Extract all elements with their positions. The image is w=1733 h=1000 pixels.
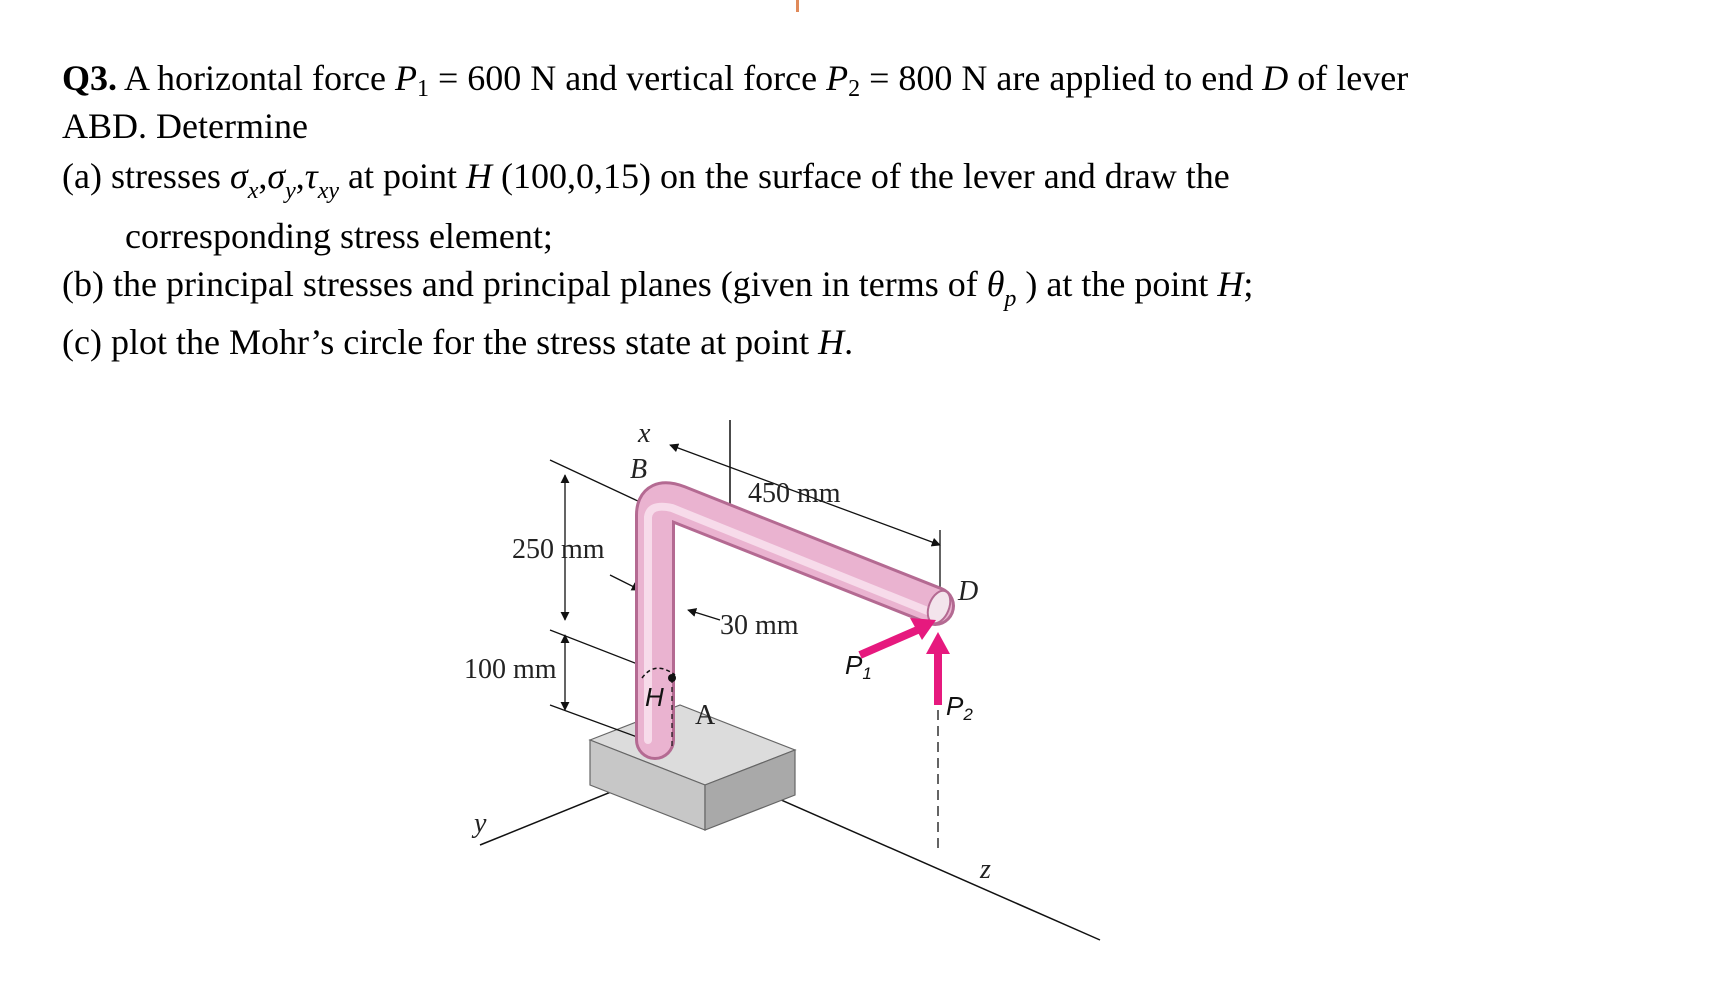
subscript: y <box>285 178 296 204</box>
text-segment: = 800 N are applied to end <box>860 58 1263 98</box>
question-line-1 <box>62 60 1408 101</box>
label-x: x <box>638 418 651 449</box>
text-segment: = 600 N and vertical force <box>428 58 827 98</box>
part-c <box>62 324 853 360</box>
text-segment: , <box>258 156 268 196</box>
lever-ABD <box>648 501 955 740</box>
label-P1: P1 <box>845 650 872 683</box>
part-a-continued: corresponding stress element; <box>125 216 553 256</box>
part-a <box>62 158 1230 203</box>
subscript: p <box>1004 286 1017 312</box>
subscript: x <box>247 178 259 204</box>
symbol-H: H <box>818 322 845 362</box>
sigma-y-symbol: σ <box>267 156 286 196</box>
text-segment: (100,0,15) on the surface of the lever and draw the <box>491 156 1230 196</box>
symbol-D: D <box>1262 58 1289 98</box>
question-number: Q3. <box>62 58 118 98</box>
label-P2: P2 <box>946 691 973 724</box>
text-segment: (b) the principal stresses and principal planes (given in terms of <box>62 264 987 304</box>
theta-p-symbol: θ <box>986 264 1005 304</box>
question-line-2: ABD. Determine <box>62 106 308 146</box>
dim-250: 250 mm <box>512 534 605 565</box>
text-segment: (c) plot the Mohr’s circle for the stress state at point <box>62 322 819 362</box>
text-segment: . <box>844 322 854 362</box>
label-y: y <box>474 808 487 839</box>
subscript: 2 <box>848 76 861 102</box>
text-segment: ) at the point <box>1016 264 1218 304</box>
part-b <box>62 266 1253 311</box>
label-z: z <box>980 854 991 885</box>
symbol-H: H <box>465 156 492 196</box>
base-block <box>590 705 795 830</box>
symbol-P2: P <box>826 58 849 98</box>
text-segment: of lever <box>1288 58 1409 98</box>
dim-30: 30 mm <box>720 610 799 641</box>
label-D: D <box>958 576 979 607</box>
label-B: B <box>630 454 648 485</box>
label-A: A <box>695 700 716 731</box>
symbol-P1: P <box>394 58 417 98</box>
symbol-H: H <box>1217 264 1244 304</box>
text-segment: , <box>295 156 305 196</box>
subscript: xy <box>317 178 339 204</box>
force-P1-arrow <box>860 618 936 655</box>
dim-100: 100 mm <box>464 654 557 685</box>
top-edge-mark <box>796 0 799 12</box>
text-segment: at point <box>339 156 466 196</box>
tau-xy-symbol: τ <box>304 156 318 196</box>
text-segment: ; <box>1243 264 1254 304</box>
subscript: 1 <box>416 76 429 102</box>
label-H: H <box>645 682 664 712</box>
text-segment: A horizontal force <box>117 58 395 98</box>
sigma-x-symbol: σ <box>229 156 248 196</box>
text-segment: (a) stresses <box>62 156 230 196</box>
lever-figure <box>464 418 1130 980</box>
dim-450: 450 mm <box>748 478 841 509</box>
